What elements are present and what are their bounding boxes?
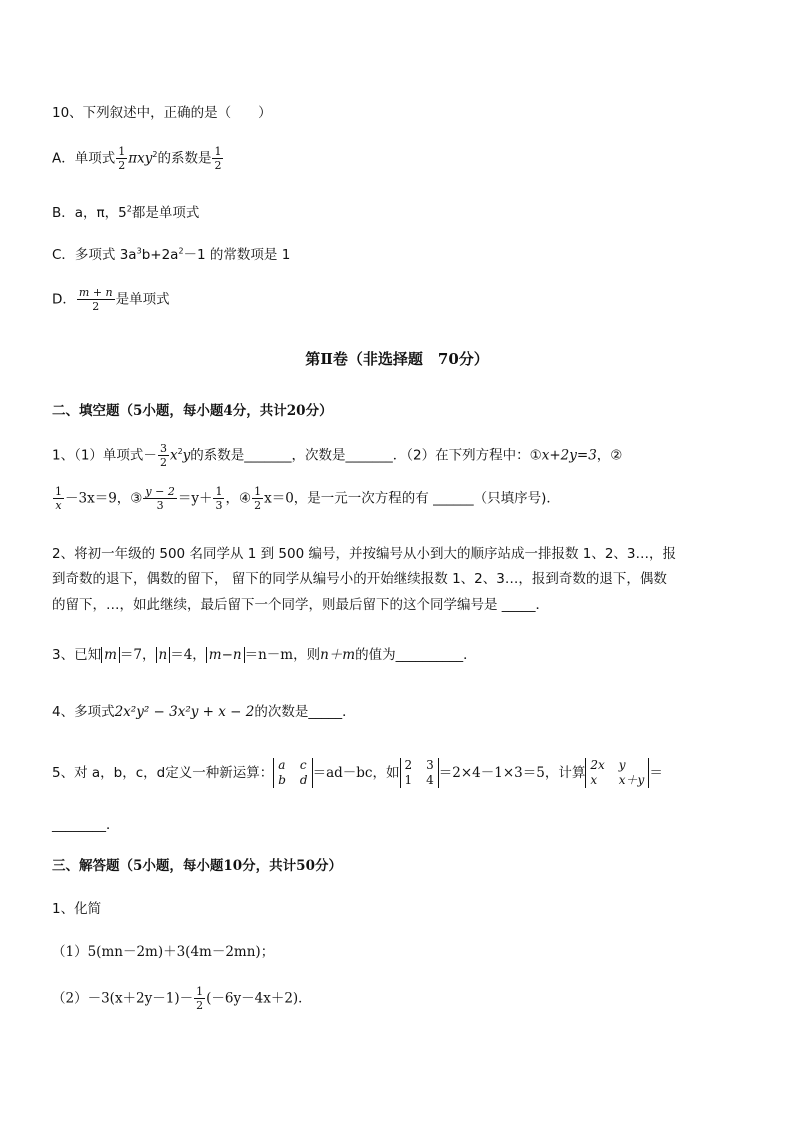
- determinant-definition: a c b d: [273, 758, 312, 788]
- q10-stem: 10、下列叙述中，正确的是（ ）: [52, 105, 272, 121]
- fill-5-blank: ________．: [52, 817, 120, 833]
- determinant-compute: 2x y x x＋y: [585, 758, 649, 788]
- fill-2-line-1: 2、将初一年级的 500 名同学从 1 到 500 编号，并按编号从小到大的顺序站成一排报数 1、2、3…，报: [52, 546, 677, 562]
- option-a-prefix: A．单项式: [52, 150, 116, 167]
- solve-1-part-1: （1）5(mn－2m)＋3(4m－2mn)；: [52, 944, 275, 960]
- q10-option-c: C．多项式 $3a^3b+2a^2-1$ 的常数项是 1: [52, 246, 291, 263]
- q10-option-b: B．a，π，$5^2$都是单项式: [52, 204, 200, 221]
- fraction: $\frac{y - 2}{3}$: [145, 485, 175, 512]
- section-fill-in-title: 二、填空题（5小题，每小题4分，共计20分）: [52, 403, 333, 419]
- part-two-title: 第Ⅱ卷（非选择题 70分）: [305, 350, 489, 368]
- solve-1-title: 1、化简: [52, 901, 102, 917]
- fill-1-line-1: 1、（1）单项式－ $\frac{3}{2}$ $x^2y$的系数是_______，次数是_______．（2）在下列方程中：①x+2y=3，②: [52, 442, 623, 469]
- fraction: $\frac{3}{2}$: [159, 442, 167, 469]
- solve-1-part-2: （2）－3(x＋2y－1)－ $\frac{1}{2}$ (－6y－4x＋2)．: [52, 985, 312, 1012]
- fill-4: 4、多项式2x²y² − 3x²y + x − 2的次数是_____．: [52, 704, 356, 720]
- q10-option-d: D． $\frac{m + n}{2}$ 是单项式: [52, 286, 170, 313]
- fraction: $\frac{1}{2}$: [118, 145, 126, 172]
- fill-3: 3、已知 m ＝7， n ＝4， m−n ＝n－m，则n＋m的值为__________．: [52, 647, 477, 663]
- fraction: $\frac{1}{x}$: [55, 485, 62, 512]
- fraction: $\frac{1}{2}$: [196, 985, 204, 1012]
- fraction: $\frac{1}{3}$: [215, 485, 223, 512]
- section-solve-title: 三、解答题（5小题，每小题10分，共计50分）: [52, 858, 342, 874]
- q10-option-a: A．单项式 $\frac{1}{2}$ πxy$^2$的系数是 $\frac{1}{2}$: [52, 145, 222, 172]
- fill-1-line-2: $\frac{1}{x}$ －3x＝9，③ $\frac{y - 2}{3}$ ＝y＋ $\frac{1}{3}$ ，④ $\frac{1}{2}$ x＝0，是一元一次方程的有 ______（只填序号)．: [55, 485, 560, 512]
- fill-2-line-2: 到奇数的退下，偶数的留下， 留下的同学从编号小的开始继续报数 1、2、3…，报到奇数的退下，偶数: [52, 571, 667, 587]
- determinant-example: 2 3 1 4: [400, 758, 439, 788]
- fraction: $\frac{m + n}{2}$: [78, 286, 113, 313]
- expression: πxy: [128, 150, 153, 167]
- fill-2-line-3: 的留下，…，如此继续，最后留下一个同学，则最后留下的这个同学编号是 _____．: [52, 597, 550, 613]
- fraction: $\frac{1}{2}$: [254, 485, 262, 512]
- fraction: $\frac{1}{2}$: [214, 145, 222, 172]
- fill-5: 5、对 a，b，c，d定义一种新运算： a c b d ＝ad－bc，如 2 3 1 4 ＝2×4－1×3＝5，计算 2x y x x＋y ＝: [52, 758, 663, 788]
